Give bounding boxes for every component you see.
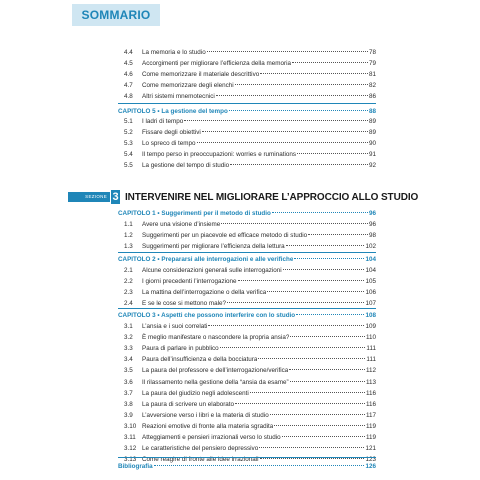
entry-title: Il tempo perso in preoccupazioni: worries e ruminations: [142, 151, 296, 159]
entry-number: 3.7: [124, 389, 133, 397]
page-number: 102: [365, 243, 376, 251]
dot-leader: [260, 458, 365, 459]
dot-leader: [308, 234, 368, 235]
entry-title: Paura di parlare in pubblico: [142, 345, 219, 353]
page-number: 126: [365, 463, 376, 470]
entry-number: 4.5: [124, 60, 133, 68]
page-number: 88: [368, 108, 376, 115]
entry-title: Suggerimenti per un piacevole ed efficace metodo di studio: [142, 232, 308, 240]
dot-leader: [282, 436, 365, 437]
page-number: 89: [368, 118, 376, 125]
dot-leader: [294, 258, 364, 259]
toc-entry: [118, 277, 376, 287]
toc-entry: [118, 389, 376, 399]
page-number: 119: [365, 422, 376, 430]
dot-leader: [207, 51, 368, 52]
entry-title: È meglio manifestare o nascondere la propria ansia?: [142, 334, 290, 342]
dot-leader: [227, 302, 364, 303]
chapter-divider: [118, 457, 376, 458]
entry-title: E se le cose si mettono male?: [142, 300, 226, 308]
entry-number: 3.2: [124, 334, 133, 342]
entry-title: Lo spreco di tempo: [142, 140, 196, 148]
chapter-divider: [118, 252, 376, 253]
dot-leader: [286, 245, 365, 246]
toc-entry: [118, 128, 376, 138]
entry-number: 3.10: [124, 422, 137, 430]
toc-entry: [118, 288, 376, 298]
chapter-title: CAPITOLO 3 • Aspetti che possono interferire con lo studio: [118, 312, 296, 319]
page-number: 82: [368, 82, 376, 90]
entry-number: 5.3: [124, 140, 133, 148]
dot-leader: [292, 62, 368, 63]
page-number: 81: [368, 71, 376, 79]
toc-entry: [118, 355, 376, 365]
entry-number: 2.1: [124, 267, 133, 274]
toc-entry: [118, 117, 376, 127]
toc-entry: [118, 344, 376, 354]
entry-title: I ladri di tempo: [142, 118, 184, 125]
entry-number: 3.13: [124, 456, 137, 464]
entry-number: 4.4: [124, 49, 133, 56]
chapter-title: CAPITOLO 1 • Suggerimenti per il metodo di studio: [118, 210, 271, 217]
toc-entry: [118, 422, 376, 432]
toc-entry: [118, 411, 376, 421]
dot-leader: [235, 403, 365, 404]
page-number: 108: [365, 312, 376, 319]
entry-title: Come reagire di fronte alle idee irrazionali: [142, 456, 259, 464]
page-number: 110: [365, 334, 376, 342]
dot-leader: [259, 447, 364, 448]
dot-leader: [290, 381, 365, 382]
toc-entry: [118, 59, 376, 69]
entry-number: 5.5: [124, 162, 133, 170]
page-number: 123: [365, 456, 376, 464]
entry-title: Come memorizzare il materiale descrittivo: [142, 71, 260, 79]
entry-title: Accorgimenti per migliorare l’efficienza della memoria: [142, 60, 291, 68]
toc-entry: [118, 220, 376, 230]
dot-leader: [274, 425, 365, 426]
dot-leader: [250, 392, 365, 393]
section-title: INTERVENIRE NEL MIGLIORARE L’APPROCCIO ALLO STUDIO: [125, 191, 419, 203]
chapter-title: CAPITOLO 2 • Prepararsi alle interrogazioni e alle verifiche: [118, 256, 294, 263]
dot-leader: [272, 212, 368, 213]
entry-title: Altri sistemi mnemotecnici: [142, 93, 215, 101]
entry-title: Atteggiamenti e pensieri irrazionali verso lo studio: [142, 434, 281, 441]
entry-title: L’avversione verso i libri e la materia di studio: [142, 411, 269, 419]
section-header: [68, 190, 418, 204]
page-number: 98: [368, 232, 376, 240]
page-number: 113: [365, 378, 376, 386]
entry-number: 5.1: [124, 118, 133, 125]
dot-leader: [270, 414, 365, 415]
dot-leader: [238, 280, 365, 281]
chapter-entry: [118, 311, 376, 321]
page-number: 111: [366, 356, 376, 364]
entry-title: La paura di scrivere un elaborato: [142, 400, 235, 408]
entry-number: 3.3: [124, 345, 133, 353]
entry-number: 2.4: [124, 300, 133, 308]
toc-entry: [118, 322, 376, 332]
entry-number: 3.6: [124, 378, 133, 386]
toc-entry: [118, 92, 376, 102]
toc-entry: [118, 266, 376, 276]
toc-entry: [118, 242, 376, 252]
chapter-title: CAPITOLO 5 • La gestione del tempo: [118, 108, 228, 115]
entry-title: Reazioni emotive di fronte alla materia sgradita: [142, 422, 274, 430]
entry-title: Paura dell’insufficienza e della bocciatura: [142, 356, 258, 364]
section-number: 3: [112, 191, 119, 203]
entry-number: 2.3: [124, 289, 133, 297]
entry-number: 5.2: [124, 129, 133, 137]
page-number: 117: [365, 411, 376, 419]
page-number: 112: [365, 367, 376, 375]
toc-entry: [118, 48, 376, 58]
entry-number: 4.8: [124, 93, 133, 101]
dot-leader: [258, 358, 365, 359]
sommario-tab: SOMMARIO: [72, 4, 160, 26]
dot-leader: [202, 131, 368, 132]
entry-number: 4.7: [124, 82, 133, 90]
page-number: 86: [368, 93, 376, 101]
page-number: 90: [368, 140, 376, 148]
entry-number: 5.4: [124, 151, 133, 159]
page-number: 91: [368, 151, 376, 159]
dot-leader: [221, 223, 368, 224]
entry-number: 3.5: [124, 367, 133, 375]
page-number: 96: [368, 221, 376, 228]
dot-leader: [260, 73, 368, 74]
toc-entry: [118, 333, 376, 343]
entry-title: La mattina dell’interrogazione o della verifica: [142, 289, 267, 297]
entry-number: 3.9: [124, 411, 133, 419]
entry-title: Il rilassamento nella gestione della “ansia da esame”: [142, 378, 289, 386]
entry-number: 1.3: [124, 243, 133, 251]
entry-title: Come memorizzare degli elenchi: [142, 82, 234, 90]
page-number: 104: [365, 267, 376, 274]
entry-title: I giorni precedenti l’interrogazione: [142, 278, 237, 286]
chapter-entry: [118, 462, 376, 472]
entry-number: 1.1: [124, 221, 133, 228]
dot-leader: [184, 120, 368, 121]
page-number: 92: [368, 162, 376, 170]
page-number: 104: [365, 256, 376, 263]
entry-number: 1.2: [124, 232, 133, 240]
entry-title: La gestione del tempo di studio: [142, 162, 230, 170]
dot-leader: [289, 369, 365, 370]
dot-leader: [283, 269, 365, 270]
entry-number: 3.1: [124, 323, 133, 330]
page-number: 121: [365, 445, 376, 453]
page-number: 119: [365, 434, 376, 441]
entry-number: 2.2: [124, 278, 133, 286]
dot-leader: [220, 347, 366, 348]
entry-number: 4.6: [124, 71, 133, 79]
toc-entry: [118, 139, 376, 149]
dot-leader: [216, 95, 368, 96]
page-number: 96: [368, 210, 376, 217]
chapter-entry: [118, 107, 376, 117]
entry-number: 3.4: [124, 356, 133, 364]
dot-leader: [229, 110, 368, 111]
entry-number: 3.11: [124, 434, 136, 441]
page-number: 107: [365, 300, 376, 308]
toc-entry: [118, 433, 376, 443]
chapter-entry: [118, 255, 376, 265]
toc-entry: [118, 70, 376, 80]
toc-entry: [118, 444, 376, 454]
entry-title: Le caratteristiche del pensiero depressivo: [142, 445, 259, 453]
entry-title: Fissare degli obiettivi: [142, 129, 201, 137]
toc-entry: [118, 366, 376, 376]
entry-title: Avere una visione d’insieme: [142, 221, 221, 228]
entry-number: 3.8: [124, 400, 133, 408]
entry-number: 3.12: [124, 445, 137, 453]
dot-leader: [267, 291, 364, 292]
toc-entry: [118, 81, 376, 91]
entry-title: L’ansia e i suoi correlati: [142, 323, 208, 330]
chapter-divider: [118, 103, 376, 104]
dot-leader: [230, 164, 368, 165]
page-number: 106: [365, 289, 376, 297]
entry-title: Alcune considerazioni generali sulle interrogazioni: [142, 267, 282, 274]
dot-leader: [297, 153, 368, 154]
toc-entry: [118, 231, 376, 241]
page-number: 109: [365, 323, 376, 330]
dot-leader: [208, 325, 364, 326]
page-number: 116: [365, 389, 376, 397]
chapter-title: Bibliografia: [118, 463, 153, 470]
entry-title: La memoria e lo studio: [142, 49, 206, 56]
dot-leader: [235, 84, 368, 85]
page-number: 79: [368, 60, 376, 68]
page-number: 111: [366, 345, 376, 353]
section-label: SEZIONE: [68, 192, 110, 202]
chapter-divider: [118, 308, 376, 309]
dot-leader: [290, 336, 365, 337]
toc-entry: [118, 378, 376, 388]
toc-entry: [118, 400, 376, 410]
page-number: 78: [368, 49, 376, 56]
dot-leader: [154, 465, 365, 466]
entry-title: Suggerimenti per migliorare l’efficienza della lettura: [142, 243, 285, 251]
toc-entry: [118, 150, 376, 160]
dot-leader: [197, 142, 368, 143]
page-number: 105: [365, 278, 376, 286]
toc-entry: [118, 161, 376, 171]
page-number: 89: [368, 129, 376, 137]
page-number: 116: [365, 400, 376, 408]
chapter-entry: [118, 209, 376, 219]
entry-title: La paura del giudizio negli adolescenti: [142, 389, 249, 397]
dot-leader: [296, 314, 364, 315]
entry-title: La paura del professore e dell’interrogazione/verifica: [142, 367, 289, 375]
